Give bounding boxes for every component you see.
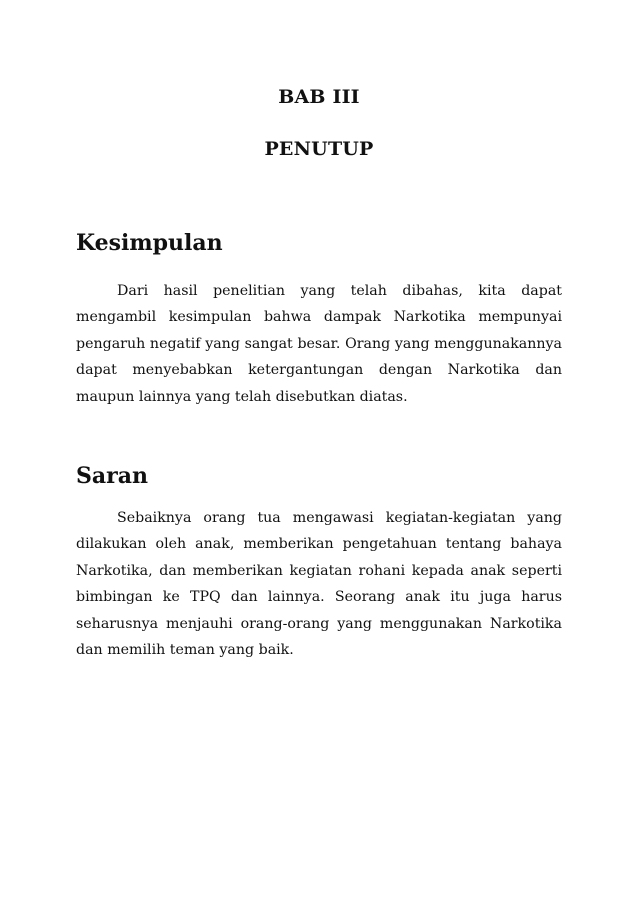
chapter-label: BAB III: [278, 86, 360, 108]
chapter-title: PENUTUP: [264, 138, 374, 160]
section-heading-kesimpulan: Kesimpulan: [76, 230, 223, 256]
section-paragraph-saran: Sebaiknya orang tua mengawasi kegiatan-kegiatan yang dilakukan oleh anak, memberikan pengetahuan tentang bahaya Narkotika, dan memberikan kegiatan rohani kepada anak seperti bimbingan ke TPQ dan lainnya. Seorang anak itu juga harus seharusnya menjauhi orang-orang yang menggunakan Narkotika dan memilih teman yang baik.: [76, 510, 562, 659]
section-heading-saran: Saran: [76, 463, 148, 489]
section-paragraph-kesimpulan: Dari hasil penelitian yang telah dibahas, kita dapat mengambil kesimpulan bahwa dampak Narkotika mempunyai pengaruh negatif yang sangat besar. Orang yang menggunakannya dapat menyebabkan ketergantungan dengan Narkotika dan maupun lainnya yang telah disebutkan diatas.: [76, 283, 562, 405]
